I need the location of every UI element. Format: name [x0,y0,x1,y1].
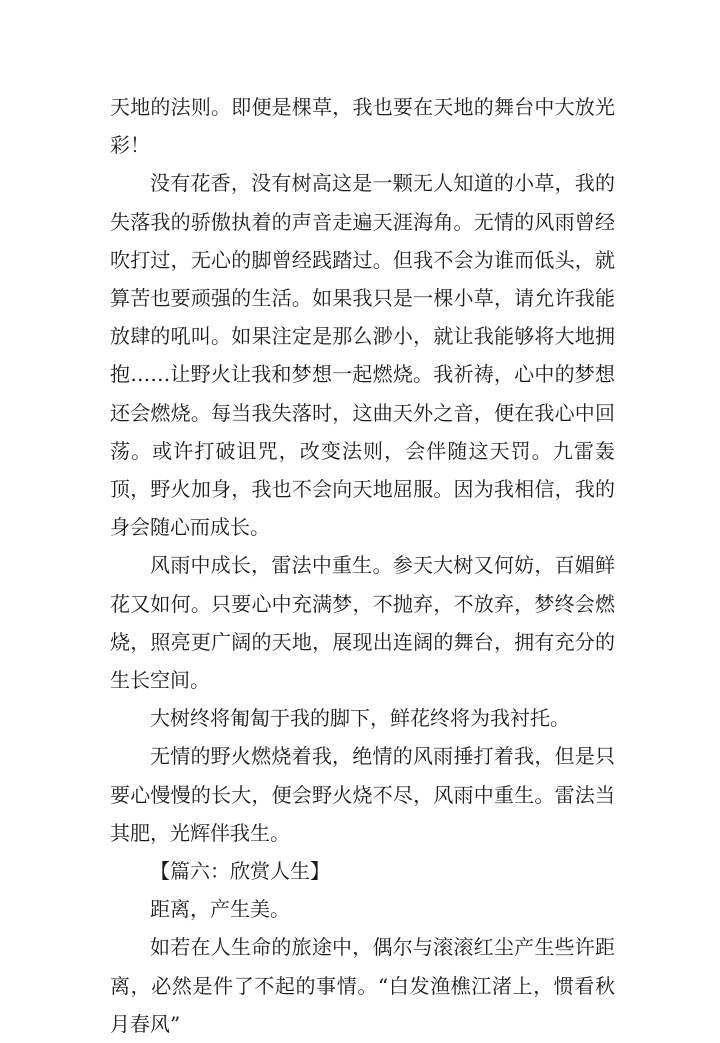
paragraph-continuation: 天地的法则。即便是棵草，我也要在天地的舞台中大放光彩！ [110,95,615,158]
paragraph-life-journey: 如若在人生命的旅途中，偶尔与滚滚红尘产生些许距离，必然是件了不起的事情。“白发渔樵江渚上，惯看秋月春风” [110,935,615,1036]
section-heading: 【篇六：欣赏人生】 [150,859,330,884]
paragraph-little-grass: 没有花香，没有树高这是一颗无人知道的小草，我的失落我的骄傲执着的声音走遍天涯海角。无情的风雨曾经吹打过，无心的脚曾经践踏过。但我不会为谁而低头，就算苦也要顽强的生活。如果我只是一棵小草，请允许我能放肆的吼叫。如果注定是那么渺小，就让我能够将大地拥抱……让野火让我和梦想一起燃烧。我祈祷，心中的梦想还会燃烧。每当我失落时，这曲天外之音，便在我心中回荡。或许打破诅咒，改变法则，会伴随这天罚。九雷轰顶，野火加身，我也不会向天地屈服。因为我相信，我的身会随心而成长。 [110,171,615,540]
document-body [110,88,615,1043]
paragraph-grow-in-storm: 风雨中成长，雷法中重生。参天大树又何妨，百媚鲜花又如何。只要心中充满梦，不抛弃，不放弃，梦终会燃烧，照亮更广阔的天地，展现出连阔的舞台，拥有充分的生长空间。 [110,553,615,693]
paragraph-distance: 距离，产生美。 [150,897,290,922]
paragraph-wildfire: 无情的野火燃烧着我，绝情的风雨捶打着我，但是只要心慢慢的长大，便会野火烧不尽，风雨中重生。雷法当其肥，光辉伴我生。 [110,744,615,845]
paragraph-trees-and-flowers: 大树终将匍匐于我的脚下，鲜花终将为我衬托。 [150,706,570,731]
